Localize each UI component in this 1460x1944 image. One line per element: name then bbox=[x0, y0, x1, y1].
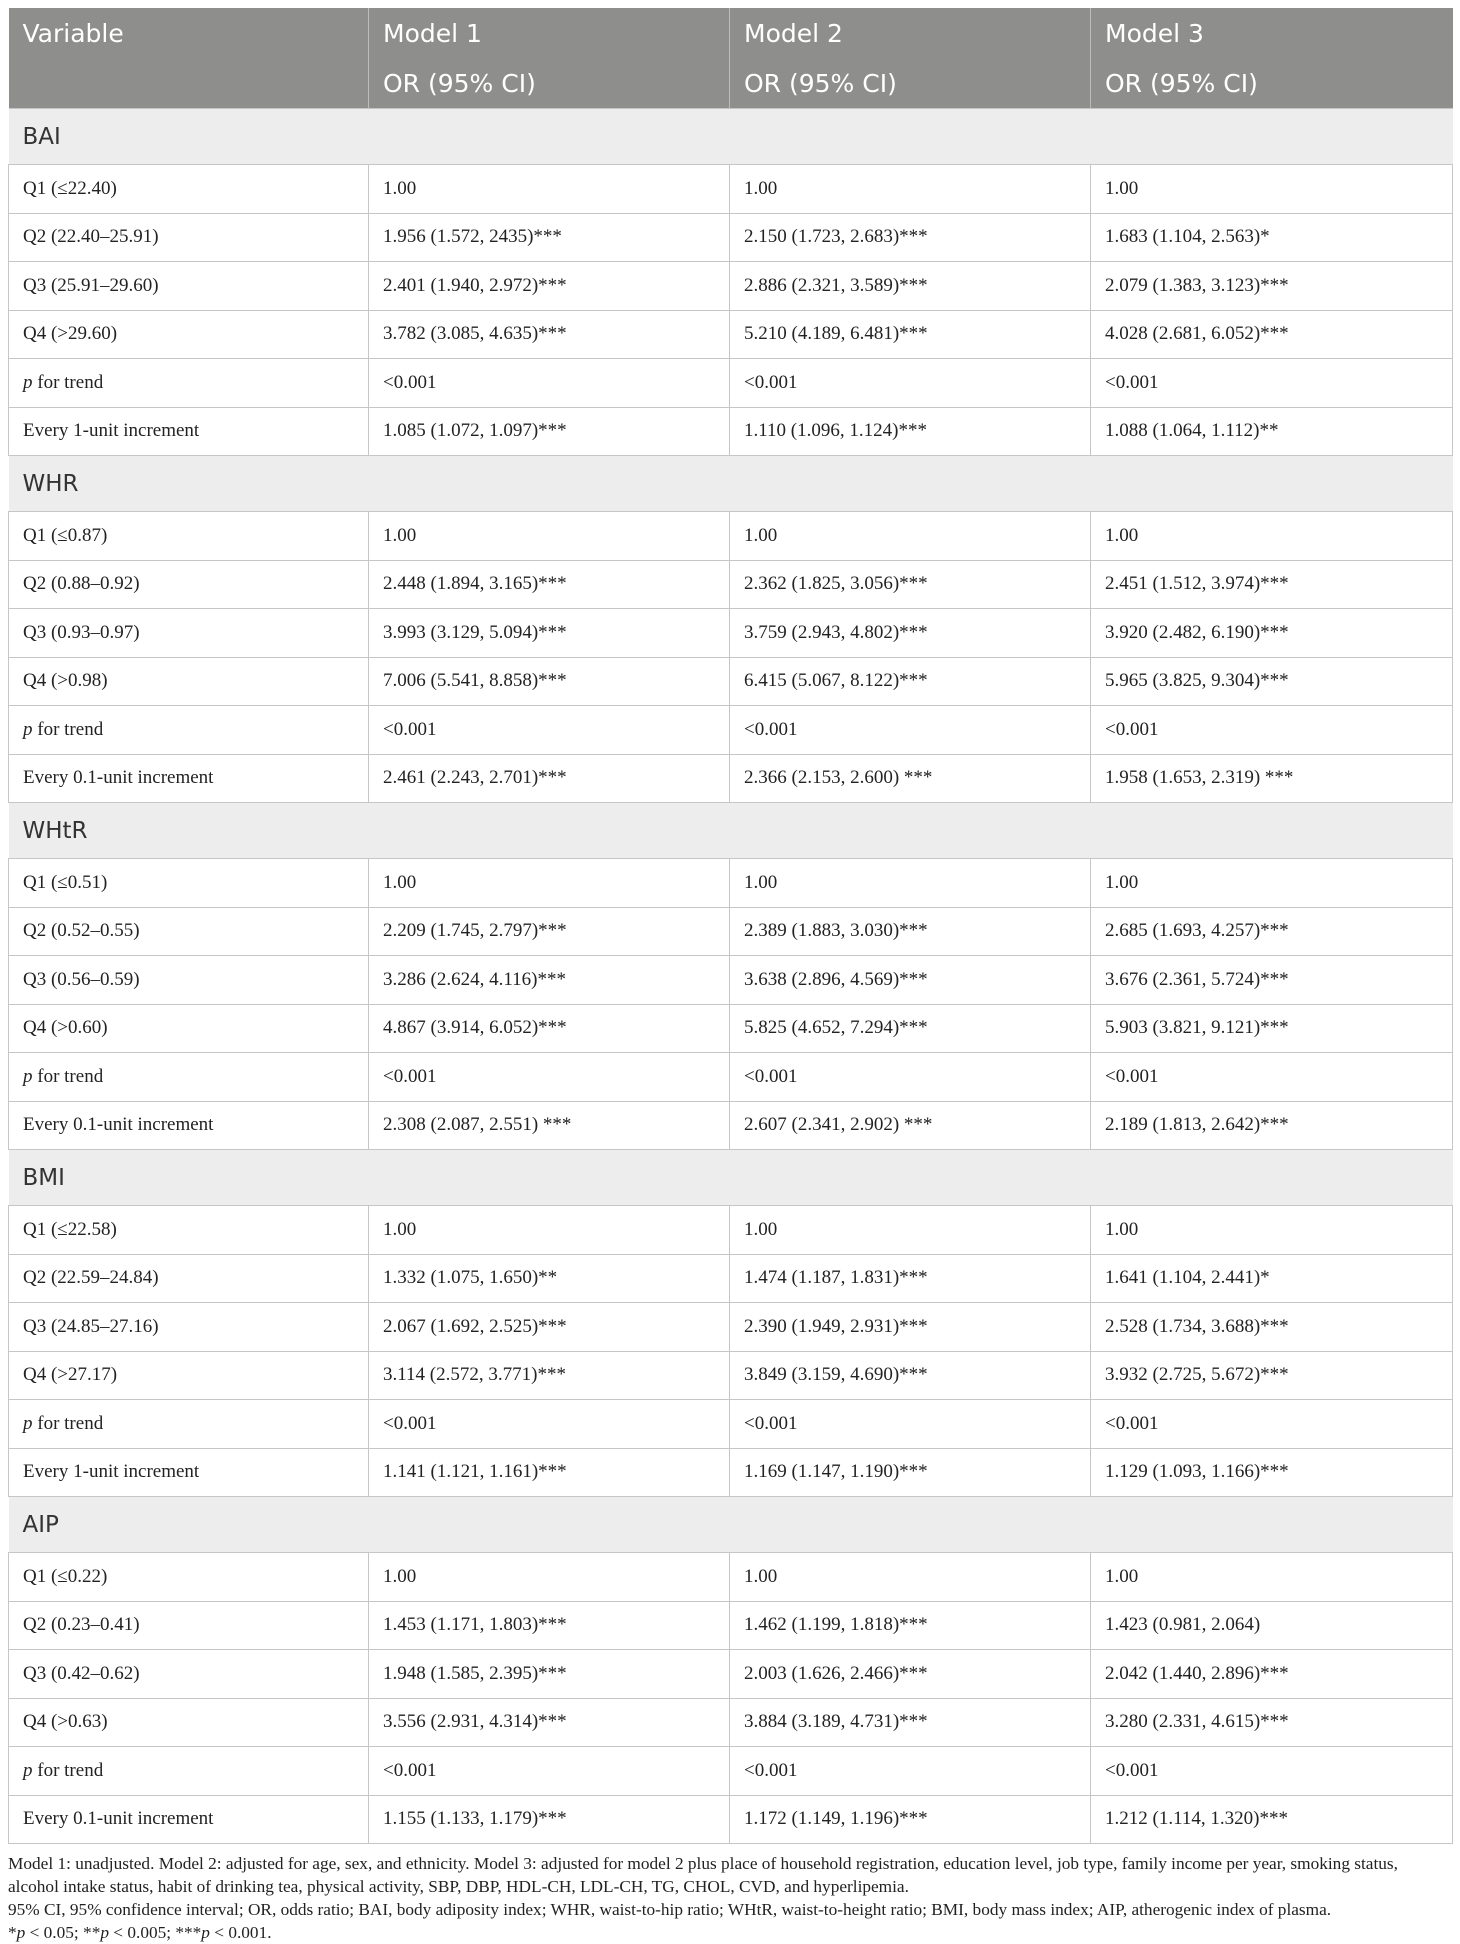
group-label: WHR bbox=[9, 456, 1453, 512]
table-row bbox=[9, 359, 1453, 408]
model-1-value: 2.461 (2.243, 2.701)*** bbox=[369, 754, 730, 803]
model-3-value: 1.423 (0.981, 2.064) bbox=[1091, 1601, 1453, 1650]
model-3-value: 2.079 (1.383, 3.123)*** bbox=[1091, 262, 1453, 311]
model-1-value: 7.006 (5.541, 8.858)*** bbox=[369, 657, 730, 706]
row-variable: Q2 (22.40–25.91) bbox=[9, 213, 369, 262]
model-2-value: 1.462 (1.199, 1.818)*** bbox=[730, 1601, 1091, 1650]
group-header-row bbox=[9, 1497, 1453, 1553]
model-3-value: 5.965 (3.825, 9.304)*** bbox=[1091, 657, 1453, 706]
model-2-value: 6.415 (5.067, 8.122)*** bbox=[730, 657, 1091, 706]
model-1-value: 1.085 (1.072, 1.097)*** bbox=[369, 407, 730, 456]
footnote-significance bbox=[8, 1921, 1452, 1944]
model-1-value: 1.956 (1.572, 2435)*** bbox=[369, 213, 730, 262]
model-2-value: <0.001 bbox=[730, 1400, 1091, 1449]
sig-threshold: < 0.005; bbox=[108, 1923, 176, 1942]
table-row bbox=[9, 310, 1453, 359]
sig-threshold: < 0.001. bbox=[209, 1923, 272, 1942]
model-3-value: <0.001 bbox=[1091, 1747, 1453, 1796]
row-variable: Q2 (0.52–0.55) bbox=[9, 907, 369, 956]
odds-ratio-table bbox=[8, 8, 1453, 1844]
model-2-value: 1.474 (1.187, 1.831)*** bbox=[730, 1254, 1091, 1303]
model-2-value: 2.390 (1.949, 2.931)*** bbox=[730, 1303, 1091, 1352]
table-row bbox=[9, 1747, 1453, 1796]
model-1-value: <0.001 bbox=[369, 1747, 730, 1796]
model-3-value: 3.920 (2.482, 6.190)*** bbox=[1091, 609, 1453, 658]
model-2-value: 5.825 (4.652, 7.294)*** bbox=[730, 1004, 1091, 1053]
model-3-value: 3.932 (2.725, 5.672)*** bbox=[1091, 1351, 1453, 1400]
model-3-value: 2.042 (1.440, 2.896)*** bbox=[1091, 1650, 1453, 1699]
model-3-value: 1.129 (1.093, 1.166)*** bbox=[1091, 1448, 1453, 1497]
model-2-value: 2.362 (1.825, 3.056)*** bbox=[730, 560, 1091, 609]
row-variable: Q3 (24.85–27.16) bbox=[9, 1303, 369, 1352]
group-label: WHtR bbox=[9, 803, 1453, 859]
p-symbol: p bbox=[23, 1065, 33, 1087]
table-row bbox=[9, 560, 1453, 609]
model-1-value: <0.001 bbox=[369, 1400, 730, 1449]
model-3-value: 3.280 (2.331, 4.615)*** bbox=[1091, 1698, 1453, 1747]
model-3-value: 1.958 (1.653, 2.319) *** bbox=[1091, 754, 1453, 803]
model-1-value: 3.556 (2.931, 4.314)*** bbox=[369, 1698, 730, 1747]
p-symbol: p bbox=[23, 371, 33, 393]
row-variable: Q4 (>0.98) bbox=[9, 657, 369, 706]
row-variable: Q1 (≤0.87) bbox=[9, 512, 369, 561]
model-2-value: 2.389 (1.883, 3.030)*** bbox=[730, 907, 1091, 956]
row-variable-text: for trend bbox=[32, 718, 104, 740]
model-3-value: 1.00 bbox=[1091, 512, 1453, 561]
sig-stars: ** bbox=[83, 1923, 101, 1942]
row-variable: Q4 (>27.17) bbox=[9, 1351, 369, 1400]
table-row bbox=[9, 165, 1453, 214]
group-header-row bbox=[9, 1150, 1453, 1206]
table-row bbox=[9, 1206, 1453, 1255]
table-row bbox=[9, 956, 1453, 1005]
model-2-value: 1.00 bbox=[730, 165, 1091, 214]
model-3-value: 1.00 bbox=[1091, 165, 1453, 214]
footnote-models: Model 1: unadjusted. Model 2: adjusted for age, sex, and ethnicity. Model 3: adjusted for model 2 plus place of household registration, education level, job type, family income per year, smoking status, alcohol intake status, habit of drinking tea, physical activity, SBP, DBP, HDL-CH, LDL-CH, TG, CHOL, CVD, and hyperlipemia. bbox=[8, 1854, 1398, 1896]
model-2-value: 3.638 (2.896, 4.569)*** bbox=[730, 956, 1091, 1005]
model-1-value: 1.00 bbox=[369, 512, 730, 561]
model-3-value: 1.00 bbox=[1091, 859, 1453, 908]
model-3-value: 1.683 (1.104, 2.563)* bbox=[1091, 213, 1453, 262]
row-variable: Q1 (≤22.40) bbox=[9, 165, 369, 214]
p-symbol: p bbox=[100, 1923, 109, 1942]
model-1-value: 1.00 bbox=[369, 1553, 730, 1602]
header-variable: Variable bbox=[9, 8, 369, 58]
model-3-value: 3.676 (2.361, 5.724)*** bbox=[1091, 956, 1453, 1005]
row-variable: Q3 (0.93–0.97) bbox=[9, 609, 369, 658]
row-variable: Every 0.1-unit increment bbox=[9, 1795, 369, 1844]
model-2-value: <0.001 bbox=[730, 1053, 1091, 1102]
table-row bbox=[9, 706, 1453, 755]
table-row bbox=[9, 1004, 1453, 1053]
model-2-value: 1.00 bbox=[730, 512, 1091, 561]
model-2-value: <0.001 bbox=[730, 1747, 1091, 1796]
model-1-value: 1.00 bbox=[369, 859, 730, 908]
group-header-row bbox=[9, 109, 1453, 165]
model-1-value: 2.308 (2.087, 2.551) *** bbox=[369, 1101, 730, 1150]
header-model-3: Model 3 bbox=[1091, 8, 1453, 58]
row-variable: Every 0.1-unit increment bbox=[9, 754, 369, 803]
model-2-value: 3.884 (3.189, 4.731)*** bbox=[730, 1698, 1091, 1747]
model-2-value: <0.001 bbox=[730, 359, 1091, 408]
model-1-value: 1.453 (1.171, 1.803)*** bbox=[369, 1601, 730, 1650]
group-label: BAI bbox=[9, 109, 1453, 165]
header-sub-model-1: OR (95% CI) bbox=[369, 58, 730, 109]
sig-stars: * bbox=[8, 1923, 17, 1942]
model-1-value: <0.001 bbox=[369, 1053, 730, 1102]
header-subcell-empty bbox=[9, 58, 369, 109]
header-model-2: Model 2 bbox=[730, 8, 1091, 58]
model-3-value: 1.00 bbox=[1091, 1553, 1453, 1602]
model-3-value: 2.451 (1.512, 3.974)*** bbox=[1091, 560, 1453, 609]
model-3-value: 5.903 (3.821, 9.121)*** bbox=[1091, 1004, 1453, 1053]
p-symbol: p bbox=[23, 1759, 33, 1781]
model-3-value: 1.212 (1.114, 1.320)*** bbox=[1091, 1795, 1453, 1844]
model-2-value: 2.366 (2.153, 2.600) *** bbox=[730, 754, 1091, 803]
row-variable bbox=[9, 1747, 369, 1796]
group-label: AIP bbox=[9, 1497, 1453, 1553]
model-2-value: 2.003 (1.626, 2.466)*** bbox=[730, 1650, 1091, 1699]
row-variable-text: for trend bbox=[32, 371, 104, 393]
row-variable-text: for trend bbox=[32, 1412, 104, 1434]
model-2-value: 2.150 (1.723, 2.683)*** bbox=[730, 213, 1091, 262]
row-variable: Every 1-unit increment bbox=[9, 1448, 369, 1497]
model-1-value: <0.001 bbox=[369, 706, 730, 755]
model-1-value: 1.948 (1.585, 2.395)*** bbox=[369, 1650, 730, 1699]
model-3-value: 2.685 (1.693, 4.257)*** bbox=[1091, 907, 1453, 956]
header-sub-model-2: OR (95% CI) bbox=[730, 58, 1091, 109]
results-document bbox=[8, 8, 1452, 1944]
model-2-value: 1.00 bbox=[730, 1553, 1091, 1602]
sig-stars: *** bbox=[175, 1923, 202, 1942]
row-variable: Q2 (0.88–0.92) bbox=[9, 560, 369, 609]
row-variable: Q4 (>29.60) bbox=[9, 310, 369, 359]
table-row bbox=[9, 1053, 1453, 1102]
table-row bbox=[9, 1400, 1453, 1449]
model-2-value: 3.849 (3.159, 4.690)*** bbox=[730, 1351, 1091, 1400]
row-variable: Q2 (0.23–0.41) bbox=[9, 1601, 369, 1650]
model-2-value: 1.172 (1.149, 1.196)*** bbox=[730, 1795, 1091, 1844]
row-variable: Q1 (≤22.58) bbox=[9, 1206, 369, 1255]
header-model-1: Model 1 bbox=[369, 8, 730, 58]
model-3-value: <0.001 bbox=[1091, 1053, 1453, 1102]
model-1-value: 1.332 (1.075, 1.650)** bbox=[369, 1254, 730, 1303]
table-row bbox=[9, 609, 1453, 658]
model-1-value: 3.114 (2.572, 3.771)*** bbox=[369, 1351, 730, 1400]
table-row bbox=[9, 1553, 1453, 1602]
model-3-value: <0.001 bbox=[1091, 706, 1453, 755]
model-1-value: 1.155 (1.133, 1.179)*** bbox=[369, 1795, 730, 1844]
group-label: BMI bbox=[9, 1150, 1453, 1206]
row-variable: Q1 (≤0.22) bbox=[9, 1553, 369, 1602]
sig-threshold: < 0.05; bbox=[25, 1923, 84, 1942]
table-row bbox=[9, 1601, 1453, 1650]
table-row bbox=[9, 1303, 1453, 1352]
row-variable bbox=[9, 1400, 369, 1449]
model-3-value: 1.088 (1.064, 1.112)** bbox=[1091, 407, 1453, 456]
row-variable: Q3 (25.91–29.60) bbox=[9, 262, 369, 311]
model-1-value: 1.141 (1.121, 1.161)*** bbox=[369, 1448, 730, 1497]
table-row bbox=[9, 1351, 1453, 1400]
table-row bbox=[9, 754, 1453, 803]
row-variable: Q2 (22.59–24.84) bbox=[9, 1254, 369, 1303]
row-variable bbox=[9, 359, 369, 408]
model-2-value: 2.886 (2.321, 3.589)*** bbox=[730, 262, 1091, 311]
model-1-value: 3.286 (2.624, 4.116)*** bbox=[369, 956, 730, 1005]
row-variable: Q4 (>0.63) bbox=[9, 1698, 369, 1747]
model-1-value: 3.993 (3.129, 5.094)*** bbox=[369, 609, 730, 658]
model-2-value: 3.759 (2.943, 4.802)*** bbox=[730, 609, 1091, 658]
table-row bbox=[9, 1698, 1453, 1747]
model-1-value: <0.001 bbox=[369, 359, 730, 408]
table-row bbox=[9, 907, 1453, 956]
p-symbol: p bbox=[201, 1923, 210, 1942]
model-1-value: 1.00 bbox=[369, 1206, 730, 1255]
table-row bbox=[9, 1448, 1453, 1497]
model-1-value: 2.067 (1.692, 2.525)*** bbox=[369, 1303, 730, 1352]
model-1-value: 2.448 (1.894, 3.165)*** bbox=[369, 560, 730, 609]
model-1-value: 1.00 bbox=[369, 165, 730, 214]
model-3-value: <0.001 bbox=[1091, 359, 1453, 408]
table-row bbox=[9, 1101, 1453, 1150]
row-variable bbox=[9, 1053, 369, 1102]
table-row bbox=[9, 407, 1453, 456]
model-2-value: 1.169 (1.147, 1.190)*** bbox=[730, 1448, 1091, 1497]
table-row bbox=[9, 1650, 1453, 1699]
model-3-value: 1.00 bbox=[1091, 1206, 1453, 1255]
table-body bbox=[9, 109, 1453, 1844]
table-row bbox=[9, 1795, 1453, 1844]
header-sub-model-3: OR (95% CI) bbox=[1091, 58, 1453, 109]
row-variable: Every 0.1-unit increment bbox=[9, 1101, 369, 1150]
group-header-row bbox=[9, 803, 1453, 859]
table-footnotes bbox=[8, 1852, 1452, 1944]
model-3-value: <0.001 bbox=[1091, 1400, 1453, 1449]
model-3-value: 4.028 (2.681, 6.052)*** bbox=[1091, 310, 1453, 359]
table-row bbox=[9, 657, 1453, 706]
model-2-value: 1.00 bbox=[730, 859, 1091, 908]
footnote-abbreviations: 95% CI, 95% confidence interval; OR, odds ratio; BAI, body adiposity index; WHR, waist-to-hip ratio; WHtR, waist-to-height ratio; BMI, body mass index; AIP, atherogenic index of plasma. bbox=[8, 1900, 1332, 1919]
p-symbol: p bbox=[23, 718, 33, 740]
model-2-value: 1.00 bbox=[730, 1206, 1091, 1255]
table-row bbox=[9, 213, 1453, 262]
row-variable: Q4 (>0.60) bbox=[9, 1004, 369, 1053]
model-1-value: 2.401 (1.940, 2.972)*** bbox=[369, 262, 730, 311]
row-variable: Q1 (≤0.51) bbox=[9, 859, 369, 908]
model-1-value: 4.867 (3.914, 6.052)*** bbox=[369, 1004, 730, 1053]
p-symbol: p bbox=[16, 1923, 26, 1942]
row-variable: Every 1-unit increment bbox=[9, 407, 369, 456]
model-2-value: 1.110 (1.096, 1.124)*** bbox=[730, 407, 1091, 456]
model-3-value: 2.528 (1.734, 3.688)*** bbox=[1091, 1303, 1453, 1352]
model-2-value: 2.607 (2.341, 2.902) *** bbox=[730, 1101, 1091, 1150]
row-variable-text: for trend bbox=[32, 1759, 104, 1781]
table-header bbox=[9, 8, 1453, 109]
model-1-value: 2.209 (1.745, 2.797)*** bbox=[369, 907, 730, 956]
model-3-value: 2.189 (1.813, 2.642)*** bbox=[1091, 1101, 1453, 1150]
table-row bbox=[9, 262, 1453, 311]
row-variable bbox=[9, 706, 369, 755]
table-row bbox=[9, 1254, 1453, 1303]
table-row bbox=[9, 512, 1453, 561]
model-3-value: 1.641 (1.104, 2.441)* bbox=[1091, 1254, 1453, 1303]
row-variable-text: for trend bbox=[32, 1065, 104, 1087]
group-header-row bbox=[9, 456, 1453, 512]
row-variable: Q3 (0.56–0.59) bbox=[9, 956, 369, 1005]
row-variable: Q3 (0.42–0.62) bbox=[9, 1650, 369, 1699]
model-2-value: 5.210 (4.189, 6.481)*** bbox=[730, 310, 1091, 359]
p-symbol: p bbox=[23, 1412, 33, 1434]
model-1-value: 3.782 (3.085, 4.635)*** bbox=[369, 310, 730, 359]
table-row bbox=[9, 859, 1453, 908]
model-2-value: <0.001 bbox=[730, 706, 1091, 755]
